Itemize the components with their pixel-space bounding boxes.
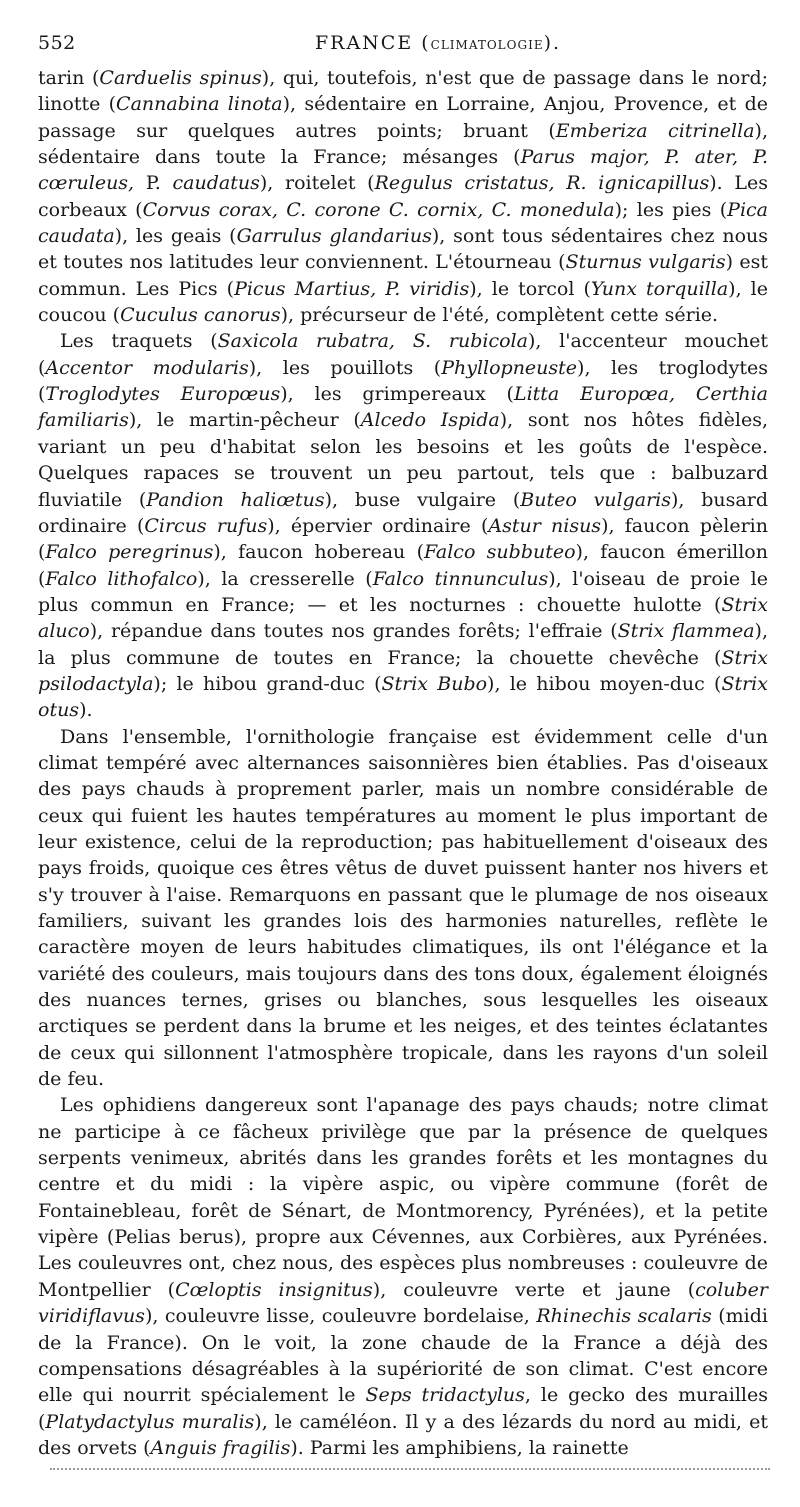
text-run: ), le coucou ( (38, 277, 768, 327)
species-name: Anguis fragilis (150, 1436, 291, 1459)
species-name: Circus rufus (144, 514, 268, 537)
text-run: ), les grimpereaux ( (280, 383, 514, 406)
species-name: Sturnus vulgaris (565, 251, 726, 274)
species-name: Alcedo Ispida (360, 409, 500, 432)
species-name: Pandion haliœtus (146, 488, 325, 511)
species-name: Astur nisus (488, 514, 602, 537)
text-run: ), le torcol ( (469, 277, 591, 300)
species-name: Corvus corax, C. corone C. cornix, C. monedula (142, 198, 615, 221)
species-name: Strix flammea (617, 620, 755, 643)
species-name: Emberiza citrinella (555, 119, 755, 142)
species-name: Falco subbuteo (424, 541, 576, 564)
species-name: Cuculus canorus (120, 304, 281, 327)
footer-rule (50, 1468, 770, 1470)
text-run: ), la cresserelle ( (197, 567, 373, 590)
text-run: ), faucon hobereau ( (213, 541, 424, 564)
text-run: ), répandue dans toutes nos grandes forêts; l'effraie ( (89, 620, 618, 643)
text-run: ), sédentaire dans toute la France; mésanges ( (38, 119, 768, 169)
species-name: Picus Martius, P. viridis (234, 277, 470, 300)
text-run: Les traquets ( (60, 330, 218, 353)
text-run: tarin ( (38, 67, 100, 89)
text-run: ), les pouillots ( (248, 356, 442, 379)
paragraph (38, 724, 768, 1093)
text-run: ), faucon émerillon ( (38, 541, 768, 590)
text-run: ), le caméléon. Il y a des lézards du nord au midi, et des orvets ( (38, 1410, 769, 1459)
species-name: Saxicola rubatra, S. rubicola (217, 330, 528, 353)
species-name: Seps tridactylus (365, 1384, 525, 1407)
text-run: ), l'accenteur mouchet ( (38, 330, 768, 379)
running-head-subtitle: CLIMATOLOGIE (430, 38, 544, 52)
text-run: ). Les corbeaux ( (38, 172, 768, 221)
species-name: Troglodytes Europœus (45, 383, 281, 406)
text-run: ), roitelet ( (259, 172, 375, 195)
species-name: Pica caudata (38, 198, 768, 248)
species-name: Buteo vulgaris (520, 488, 672, 511)
species-name: Cœloptis insignitus (175, 1278, 373, 1301)
text-run: ), sédentaire en Lorraine, Anjou, Provence, et de passage sur quelques autres points; bruant ( (38, 93, 769, 142)
paragraph (38, 1092, 768, 1461)
text-run: ), le hibou moyen-duc ( (487, 672, 722, 695)
species-name: Phyllopneuste (441, 356, 578, 379)
species-name: Yunx torquilla (590, 277, 729, 300)
text-run: ), qui, toutefois, n'est que de passage dans le nord; linotte ( (38, 67, 769, 116)
species-name: Garrulus glandarius (236, 225, 432, 248)
running-head-close: ). (543, 32, 562, 54)
body-text (38, 65, 768, 1461)
page-number: 552 (38, 32, 76, 54)
text-run: ), buse vulgaire ( (324, 488, 521, 511)
text-run: ). Parmi les amphibiens, la rainette (290, 1436, 629, 1459)
species-name: Strix psilodactyla (38, 646, 768, 695)
text-run: ), couleuvre lisse, couleuvre bordelaise, (144, 1305, 537, 1328)
text-run: ), l'oiseau de proie le plus commun en France; — et les nocturnes : chouette hulotte ( (38, 567, 768, 616)
text-run: ); le hibou grand-duc ( (153, 672, 382, 695)
text-run: P. (134, 172, 173, 195)
text-run: ), le martin-pêcheur ( (128, 409, 361, 432)
text-run: (midi de la France). On le voit, la zone chaude de la France a déjà des compensations désagréables à la supériorité de son climat. C'est encore elle qui nourrit spécialement le (38, 1305, 768, 1407)
text-run: ), sont tous sédentaires chez nous et toutes nos latitudes leur conviennent. L'étourneau ( (38, 225, 769, 274)
species-name: caudatus (172, 172, 260, 195)
species-name: Accentor modularis (45, 356, 249, 379)
text-run: ), les troglodytes ( (38, 356, 768, 406)
text-run: ), busard ordinaire ( (38, 488, 768, 537)
species-name: Carduelis spinus (99, 67, 262, 89)
species-name: Platydactylus muralis (45, 1410, 255, 1433)
species-name: Falco peregrinus (45, 541, 214, 564)
running-head-title: FRANCE ( (314, 32, 431, 54)
text-run: ); les pies ( (614, 198, 728, 221)
text-run: ). (79, 699, 93, 722)
species-name: Cannabina linota (116, 93, 283, 116)
text-run: ), faucon pèlerin ( (38, 514, 768, 564)
text-run: ), précurseur de l'été, complètent cette série. (280, 304, 719, 327)
species-name: Litta Europœa, Certhia familiaris (38, 383, 768, 432)
species-name: coluber viridiflavus (38, 1278, 769, 1328)
species-name: Regulus cristatus, R. ignicapillus (374, 172, 710, 195)
species-name: Falco lithofalco (45, 567, 198, 590)
text-run: ), la plus commune de toutes en France; la chouette chevêche ( (38, 620, 768, 669)
species-name: Strix Bubo (381, 672, 488, 695)
species-name: Rhinechis scalaris (536, 1305, 712, 1328)
text-run: Les ophidiens dangereux sont l'apanage des pays chauds; notre climat ne participe à ce fâcheux privilège que par la présence de quelques serpents venimeux, abrités dans les grandes forêts et les montagnes du centre et du midi : la vipère aspic, ou vipère commune (forêt de Fontainebleau, forêt de Sénart, de Montmorency, Pyrénées), et la petite vipère (Pelias berus), propre aux Cévennes, aux Corbières, aux Pyrénées. Les couleuvres ont, chez nous, des espèces plus nombreuses : couleuvre de Montpellier ( (38, 1094, 768, 1301)
page-header (38, 28, 768, 58)
text-run: ), sont nos hôtes fidèles, variant un peu d'habitat selon les besoins et les goûts de l'espèce. Quelques rapaces se trouvent un peu partout, tels que : balbuzard fluviatile ( (38, 409, 769, 511)
species-name: Falco tinnunculus (372, 567, 549, 590)
paragraph (38, 65, 768, 328)
text-run: ), épervier ordinaire ( (267, 514, 489, 537)
text-run: Dans l'ensemble, l'ornithologie française est évidemment celle d'un climat tempéré avec alternances saisonnières bien établies. Pas d'oiseaux des pays chauds à proprement parler, mais un nombre considérable de ceux qui fuient les hautes températures au moment le plus important de leur existence, celui de la reproduction; pas habituellement d'oiseaux des pays froids, quoique ces êtres vêtus de duvet puissent hanter nos hivers et s'y trouver à l'aise. Remarquons en passant que le plumage de nos oiseaux familiers, suivant les grandes lois des harmonies naturelles, reflète le caractère moyen de leurs habitudes climatiques, ils ont l'élégance et la variété des couleurs, mais toujours dans des tons doux, également éloignés des nuances ternes, grises ou blanches, sous lesquelles les oiseaux arctiques se perdent dans la brume et les neiges, et des teintes éclatantes de ceux qui sillonnent l'atmosphère tropicale, dans les rayons d'un soleil de feu. (38, 725, 768, 1091)
species-name: Parus major, P. ater, P. cœruleus, (38, 146, 769, 195)
species-name: Strix aluco (38, 593, 768, 643)
text-run: , le gecko des murailles ( (38, 1384, 768, 1433)
species-name: Strix otus (38, 672, 768, 722)
running-head (288, 32, 588, 54)
text-run: ), les geais ( (114, 225, 237, 248)
paragraph (38, 328, 768, 723)
text-run: ) est commun. Les Pics ( (38, 251, 768, 300)
text-run: ), couleuvre verte et jaune ( (372, 1278, 696, 1301)
